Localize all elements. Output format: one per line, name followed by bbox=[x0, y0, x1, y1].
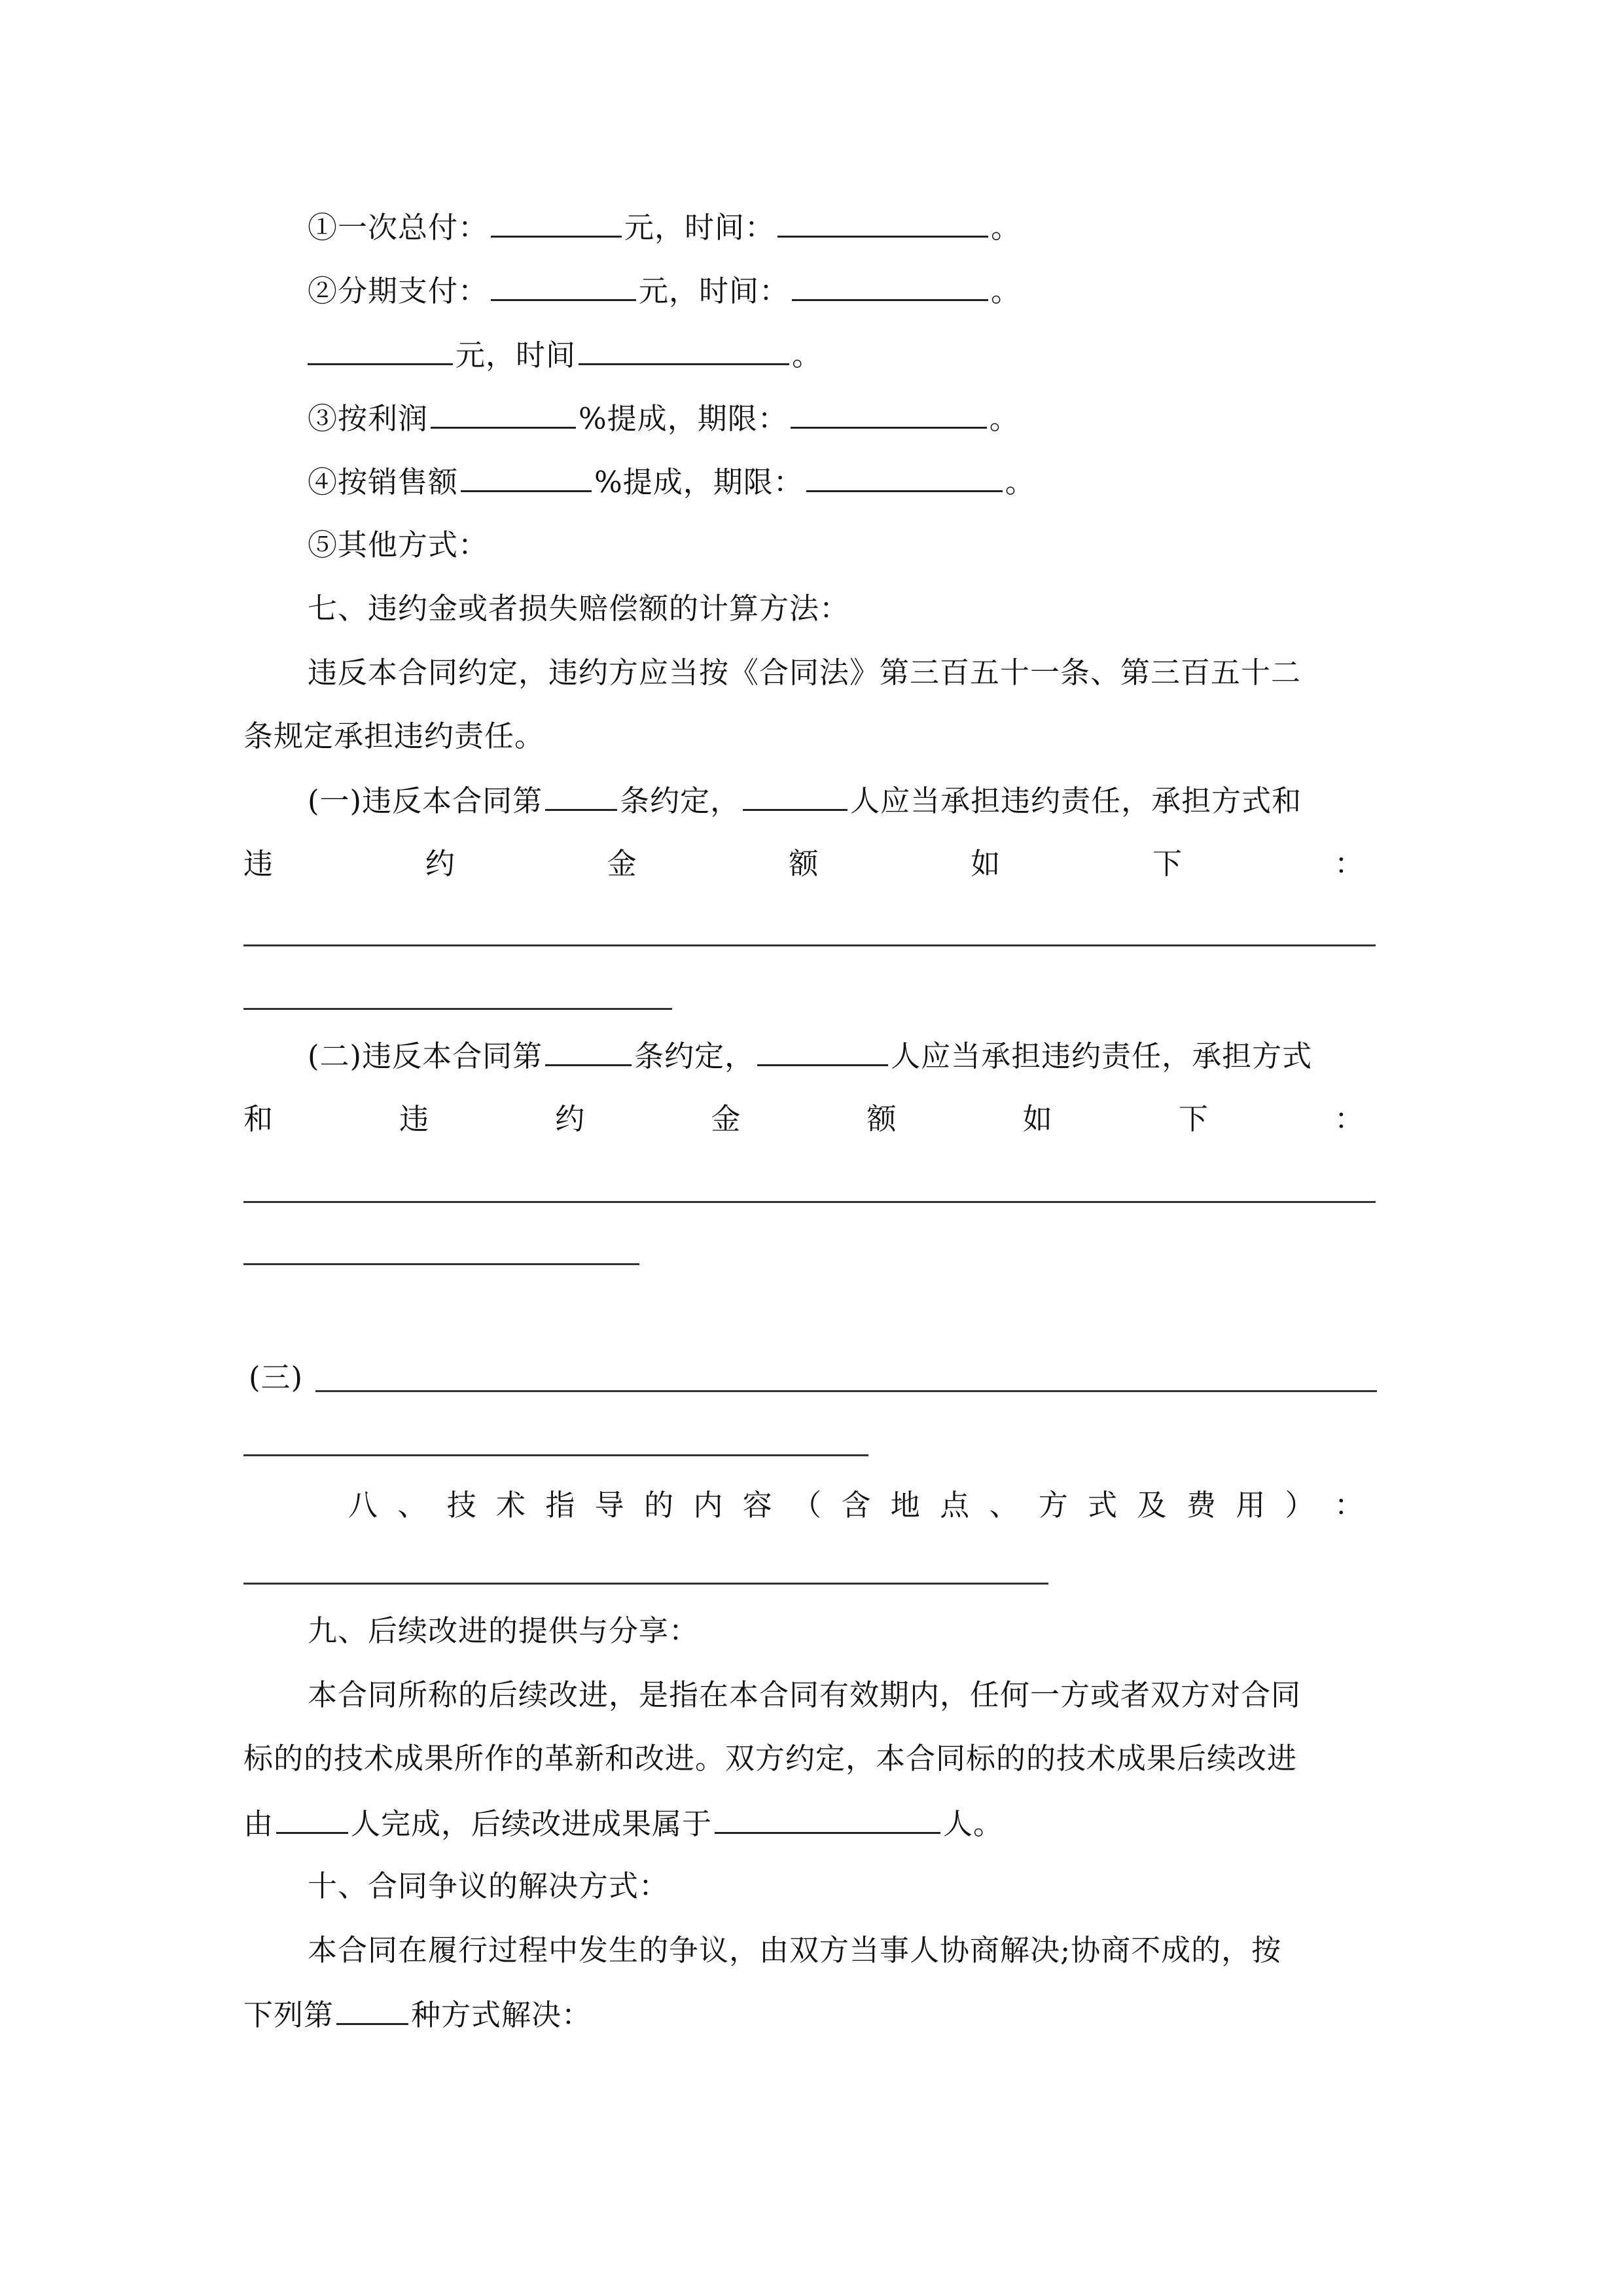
payment-installment bbox=[308, 270, 1021, 310]
section8-char: ） bbox=[1285, 1488, 1315, 1522]
item2-party-blank[interactable] bbox=[757, 1035, 888, 1066]
item2-char: 约 bbox=[555, 1102, 585, 1136]
section8-fill-line[interactable] bbox=[243, 1583, 1048, 1585]
payment-lump-sum bbox=[308, 207, 1021, 246]
section7-item1-line2 bbox=[243, 844, 1364, 884]
section8-char: 术 bbox=[496, 1488, 526, 1522]
section8-char: 内 bbox=[693, 1488, 723, 1522]
item1-char: 约 bbox=[425, 846, 455, 881]
item1-mid: 条约定， bbox=[620, 783, 741, 818]
section8-char: 、 bbox=[989, 1488, 1019, 1522]
item2-char: ： bbox=[1334, 1102, 1364, 1136]
section9-completer-blank[interactable] bbox=[276, 1803, 348, 1834]
section8-char: 及 bbox=[1137, 1488, 1167, 1522]
profit-period-blank[interactable] bbox=[791, 398, 987, 429]
section10-heading: 十、合同争议的解决方式： bbox=[308, 1869, 669, 1903]
item1-char: 如 bbox=[971, 846, 1001, 881]
item3-prefix: (三) bbox=[249, 1360, 304, 1395]
payment-sales bbox=[308, 461, 1035, 501]
profit-label: ③按利润 bbox=[308, 401, 429, 436]
installment2-end: 。 bbox=[792, 338, 823, 372]
item1-fill-line2[interactable] bbox=[243, 1008, 672, 1010]
item2-prefix: (二)违反本合同第 bbox=[308, 1039, 543, 1073]
lump-sum-label: ①一次总付： bbox=[308, 210, 489, 245]
lump-sum-end: 。 bbox=[991, 210, 1022, 245]
section8-char: 式 bbox=[1088, 1488, 1118, 1522]
item1-char: 违 bbox=[243, 846, 274, 881]
item2-fill-line1[interactable] bbox=[243, 1201, 1376, 1203]
section8-char: 方 bbox=[1038, 1488, 1068, 1522]
section9-heading: 九、后续改进的提供与分享： bbox=[308, 1613, 700, 1648]
section7-item2-line2 bbox=[243, 1100, 1364, 1139]
sales-period-blank[interactable] bbox=[806, 461, 1003, 492]
section10-para-line2 bbox=[243, 1994, 592, 2034]
item2-char: 如 bbox=[1022, 1102, 1052, 1136]
payment-other: ⑤其他方式： bbox=[308, 528, 489, 562]
sales-unit: %提成，期限： bbox=[594, 465, 804, 499]
installment-unit: 元，时间： bbox=[639, 274, 790, 308]
section8-char: 指 bbox=[545, 1488, 575, 1522]
section8-heading bbox=[348, 1486, 1364, 1525]
item2-char: 额 bbox=[866, 1102, 897, 1136]
section7-item2-line1 bbox=[308, 1035, 1312, 1075]
section9-para-line3 bbox=[243, 1803, 1003, 1842]
item2-char: 金 bbox=[711, 1102, 741, 1136]
section10-method-blank[interactable] bbox=[336, 1994, 408, 2025]
section8-char: 含 bbox=[841, 1488, 871, 1522]
item3-fill-line1[interactable] bbox=[315, 1390, 1377, 1392]
section7-item1-line1 bbox=[308, 780, 1302, 819]
installment2-time-blank[interactable] bbox=[579, 334, 789, 365]
item2-char: 和 bbox=[243, 1102, 274, 1136]
section10-line2-prefix: 下列第 bbox=[243, 1998, 334, 2032]
section7-heading: 七、违约金或者损失赔偿额的计算方法： bbox=[308, 591, 850, 626]
section8-char: 点 bbox=[940, 1488, 970, 1522]
section9-line3-mid: 人完成，后续改进成果属于 bbox=[351, 1806, 713, 1841]
installment-amount-blank[interactable] bbox=[491, 270, 636, 301]
sales-percent-blank[interactable] bbox=[461, 461, 592, 492]
section8-char: 导 bbox=[594, 1488, 624, 1522]
item1-party-blank[interactable] bbox=[743, 780, 847, 811]
item2-fill-line2[interactable] bbox=[243, 1263, 639, 1265]
item1-suffix: 人应当承担违约责任，承担方式和 bbox=[850, 783, 1302, 818]
section8-char: 、 bbox=[397, 1488, 427, 1522]
section8-char: ： bbox=[1334, 1488, 1364, 1522]
item1-char: ： bbox=[1334, 846, 1364, 881]
installment2-unit: 元，时间 bbox=[455, 338, 577, 372]
item1-fill-line1[interactable] bbox=[243, 944, 1376, 946]
payment-profit bbox=[308, 398, 1020, 437]
item1-char: 下 bbox=[1152, 846, 1183, 881]
item1-clause-blank[interactable] bbox=[545, 780, 617, 811]
section8-char: 的 bbox=[644, 1488, 674, 1522]
installment-label: ②分期支付： bbox=[308, 274, 489, 308]
section8-char: 八 bbox=[348, 1488, 378, 1522]
lump-sum-unit: 元，时间： bbox=[624, 210, 776, 245]
item2-char: 下 bbox=[1178, 1102, 1208, 1136]
section9-para-line1: 本合同所称的后续改进，是指在本合同有效期内，任何一方或者双方对合同 bbox=[308, 1677, 1302, 1712]
profit-unit: %提成，期限： bbox=[579, 401, 788, 436]
section8-char: 用 bbox=[1236, 1488, 1266, 1522]
installment2-amount-blank[interactable] bbox=[308, 334, 453, 365]
section7-para-line2: 条规定承担违约责任。 bbox=[243, 719, 545, 753]
section10-line2-suffix: 种方式解决： bbox=[411, 1998, 592, 2032]
payment-installment-second bbox=[308, 334, 822, 374]
item3-fill-line2[interactable] bbox=[243, 1454, 868, 1456]
profit-end: 。 bbox=[989, 401, 1020, 436]
section8-char: 费 bbox=[1186, 1488, 1216, 1522]
lump-sum-amount-blank[interactable] bbox=[491, 207, 622, 238]
section8-char: 容 bbox=[742, 1488, 772, 1522]
section9-owner-blank[interactable] bbox=[715, 1803, 940, 1834]
item2-mid: 条约定， bbox=[634, 1039, 755, 1073]
lump-sum-time-blank[interactable] bbox=[777, 207, 988, 238]
section8-char: 技 bbox=[446, 1488, 476, 1522]
sales-label: ④按销售额 bbox=[308, 465, 459, 499]
profit-percent-blank[interactable] bbox=[431, 398, 576, 429]
section7-para-line1: 违反本合同约定，违约方应当按《合同法》第三百五十一条、第三百五十二 bbox=[308, 655, 1302, 690]
item1-char: 额 bbox=[789, 846, 819, 881]
item2-char: 违 bbox=[399, 1102, 429, 1136]
item1-char: 金 bbox=[607, 846, 637, 881]
item2-clause-blank[interactable] bbox=[545, 1035, 632, 1066]
section9-line3-suffix: 人。 bbox=[943, 1806, 1004, 1841]
installment-end: 。 bbox=[991, 274, 1022, 308]
section9-line3-prefix: 由 bbox=[243, 1806, 274, 1841]
item2-suffix: 人应当承担违约责任，承担方式 bbox=[891, 1039, 1313, 1073]
section9-para-line2: 标的的技术成果所作的革新和改进。双方约定，本合同标的的技术成果后续改进 bbox=[243, 1741, 1298, 1776]
section8-char: 地 bbox=[890, 1488, 920, 1522]
item1-prefix: (一)违反本合同第 bbox=[308, 783, 543, 818]
sales-end: 。 bbox=[1005, 465, 1035, 499]
installment-time-blank[interactable] bbox=[792, 270, 988, 301]
section10-para-line1: 本合同在履行过程中发生的争议，由双方当事人协商解决;协商不成的，按 bbox=[308, 1933, 1282, 1967]
section8-char: （ bbox=[792, 1488, 822, 1522]
